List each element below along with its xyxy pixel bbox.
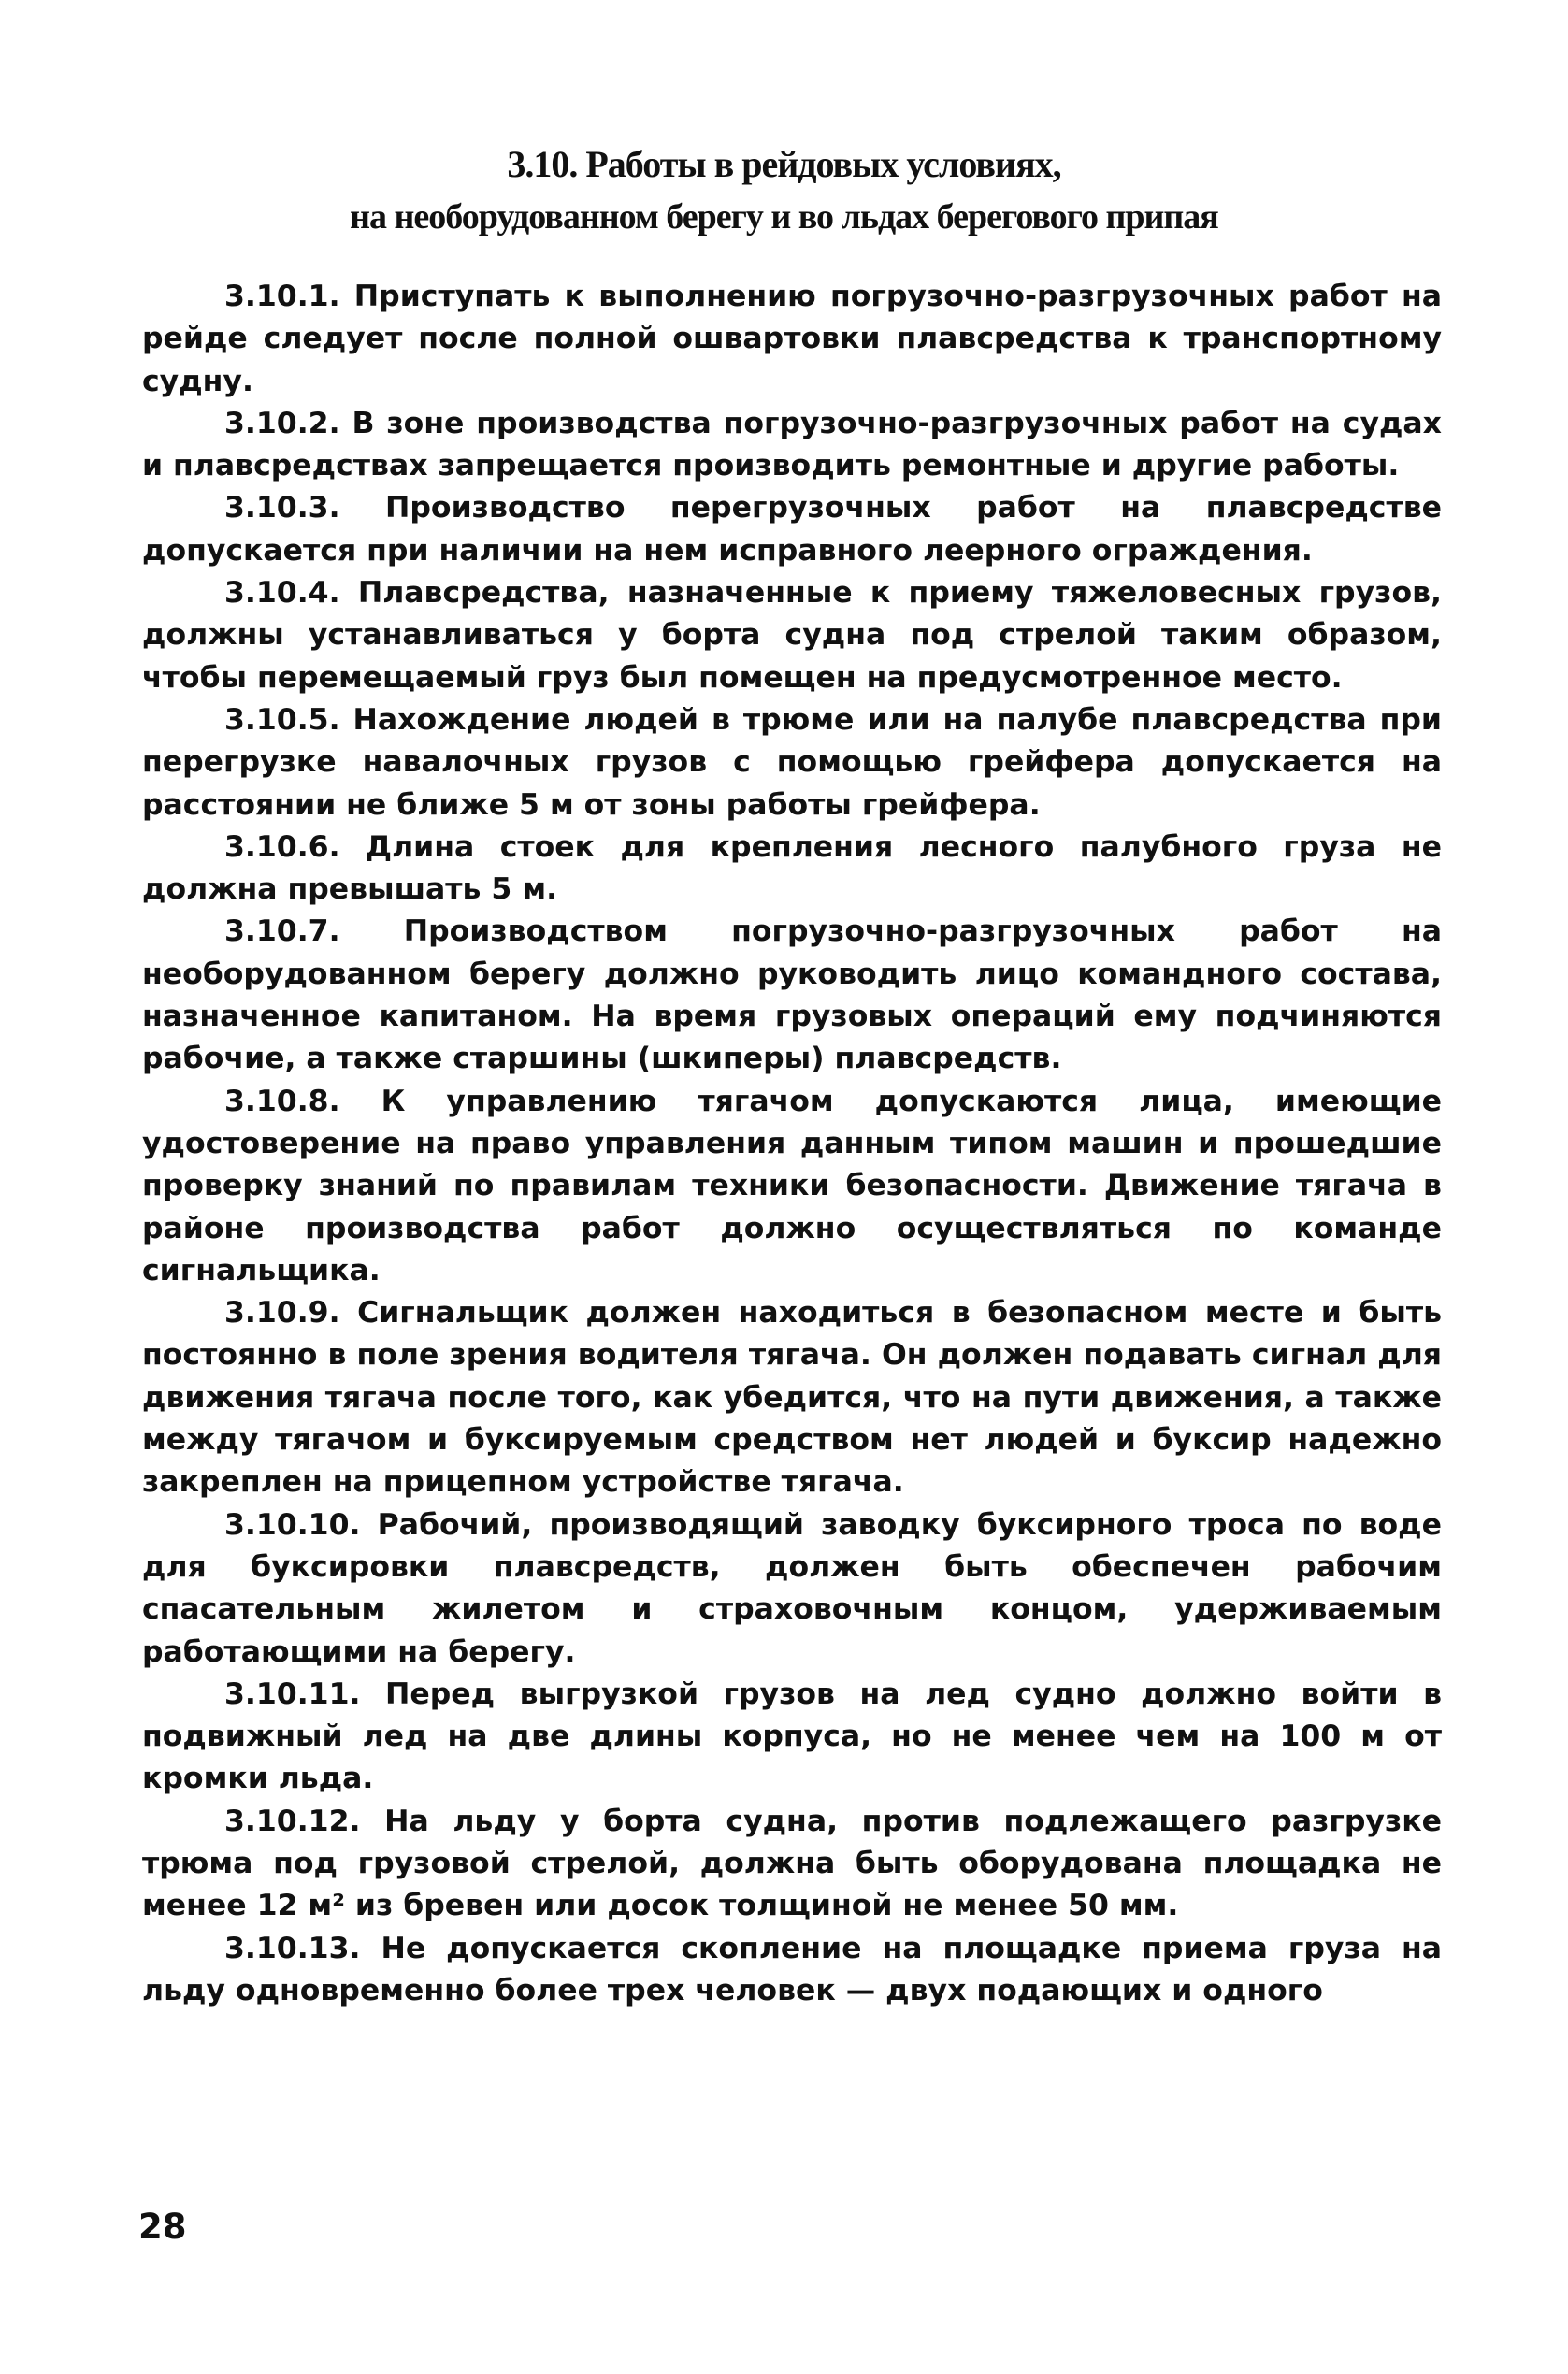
section-heading-subtitle: на необорудованном берегу и во льдах берегового припая bbox=[350, 197, 1218, 237]
paragraph-3-10-1: 3.10.1. Приступать к выполнению погрузочно-разгрузочных работ на рейде следует после полной ошвартовки плавсредства к транспортному судну. bbox=[142, 280, 1442, 398]
paragraph-3-10-9: 3.10.9. Сигнальщик должен находиться в безопасном месте и быть постоянно в поле зрения водителя тягача. Он должен подавать сигнал для движения тягача после того, как убедится, что на пути движения, а также между тягачом и буксируемым средством нет людей и буксир надежно закреплен на прицепном устройстве тягача. bbox=[142, 1296, 1442, 1500]
paragraph-3-10-13: 3.10.13. Не допускается скопление на площадке приема груза на льду одновременно более трех человек — двух подающих и одного bbox=[142, 1931, 1442, 2007]
paragraph-3-10-2: 3.10.2. В зоне производства погрузочно-разгрузочных работ на судах и плавсредствах запрещается производить ремонтные и другие работы. bbox=[142, 406, 1442, 483]
paragraph-3-10-12: 3.10.12. На льду у борта судна, против подлежащего разгрузке трюма под грузовой стрелой, должна быть оборудована площадка не менее 12 м² из бревен или досок толщиной не менее 50 мм. bbox=[142, 1804, 1442, 1923]
paragraph-3-10-3: 3.10.3. Производство перегрузочных работ на плавсредстве допускается при наличии на нем исправного леерного ограждения. bbox=[142, 491, 1442, 568]
paragraph-3-10-5: 3.10.5. Нахождение людей в трюме или на палубе плавсредства при перегрузке навалочных грузов с помощью грейфера допускается на расстоянии не ближе 5 м от зоны работы грейфера. bbox=[142, 702, 1442, 822]
section-heading-title: 3.10. Работы в рейдовых условиях, bbox=[507, 143, 1061, 185]
page-number: 28 bbox=[138, 2207, 187, 2247]
paragraph-3-10-8: 3.10.8. К управлению тягачом допускаются лица, имеющие удостоверение на право управления данным типом машин и прошедшие проверку знаний по правилам техники безопасности. Движение тягача в районе производства работ должно осуществляться по команде сигнальщика. bbox=[142, 1084, 1442, 1288]
paragraph-3-10-10: 3.10.10. Рабочий, производящий заводку буксирного троса по воде для буксировки плавсредств, должен быть обеспечен рабочим спасательным жилетом и страховочным концом, удерживаемым работающими на берегу. bbox=[142, 1507, 1442, 1669]
body-text bbox=[142, 276, 1442, 2012]
paragraph-3-10-6: 3.10.6. Длина стоек для крепления лесного палубного груза не должна превышать 5 м. bbox=[142, 829, 1442, 907]
paragraph-3-10-11: 3.10.11. Перед выгрузкой грузов на лед судно должно войти в подвижный лед на две длины корпуса, но не менее чем на 100 м от кромки льда. bbox=[142, 1676, 1442, 1796]
paragraph-3-10-4: 3.10.4. Плавсредства, назначенные к приему тяжеловесных грузов, должны устанавливаться у борта судна под стрелой таким образом, чтобы перемещаемый груз был помещен на предусмотренное место. bbox=[142, 576, 1442, 695]
paragraph-3-10-7: 3.10.7. Производством погрузочно-разгрузочных работ на необорудованном берегу должно руководить лицо командного состава, назначенное капитаном. На время грузовых операций ему подчиняются рабочие, а также старшины (шкиперы) плавсредств. bbox=[142, 914, 1442, 1076]
